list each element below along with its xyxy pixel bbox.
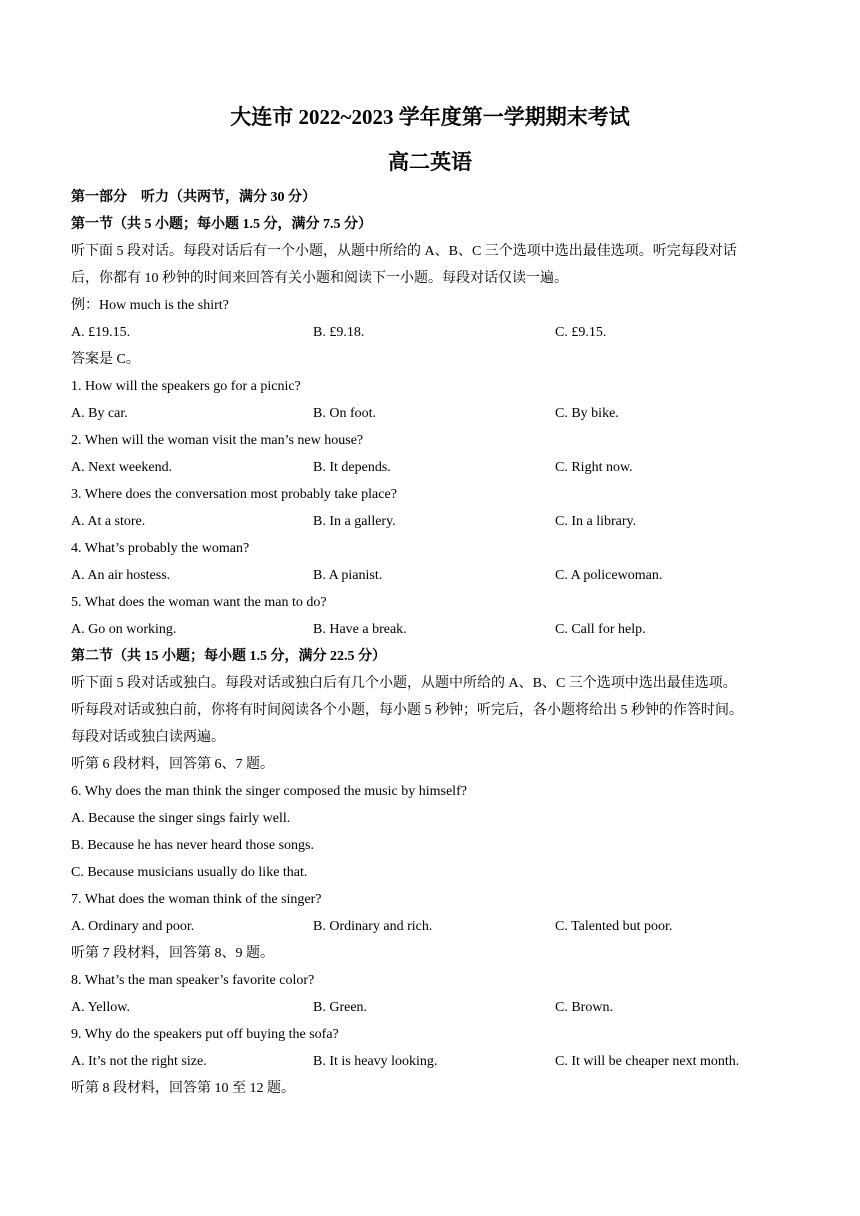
option-b: B. It is heavy looking.: [313, 1054, 438, 1069]
option-b: B. Have a break.: [313, 622, 407, 637]
option-b: B. On foot.: [313, 406, 376, 421]
question-3: 3. Where does the conversation most probably take place?: [71, 487, 397, 502]
part1-heading: 第一部分 听力（共两节，满分 30 分）: [71, 190, 316, 205]
section1-heading: 第一节（共 5 小题；每小题 1.5 分，满分 7.5 分）: [71, 217, 372, 232]
section2-instructions-line1: 听下面 5 段对话或独白。每段对话或独白后有几个小题，从题中所给的 A、B、C 三个选项中选出最佳选项。: [71, 676, 737, 691]
question-3-options: [0, 513, 860, 531]
option-c: C. In a library.: [555, 514, 637, 529]
option-a: A. Ordinary and poor.: [71, 919, 195, 934]
question-5: 5. What does the woman want the man to do?: [71, 595, 327, 610]
option-a: A. Yellow.: [71, 1000, 130, 1015]
question-9: 9. Why do the speakers put off buying the sofa?: [71, 1027, 339, 1042]
question-2: 2. When will the woman visit the man’s new house?: [71, 433, 364, 448]
question-7: 7. What does the woman think of the singer?: [71, 892, 322, 907]
option-b: B. In a gallery.: [313, 514, 396, 529]
question-8-options: [0, 999, 860, 1017]
material-7-note: 听第 7 段材料，回答第 8、9 题。: [71, 946, 274, 961]
example-question: 例：How much is the shirt?: [71, 298, 229, 313]
question-6-option-c: C. Because musicians usually do like that.: [71, 865, 308, 880]
exam-title: 大连市 2022~2023 学年度第一学期期末考试: [230, 105, 630, 129]
section2-instructions-line2: 听每段对话或独白前，你将有时间阅读各个小题，每小题 5 秒钟；听完后，各小题将给出 5 秒钟的作答时间。: [71, 703, 743, 718]
question-6-option-b: B. Because he has never heard those songs.: [71, 838, 314, 853]
exam-subtitle: 高二英语: [388, 150, 472, 174]
option-a: A. £19.15.: [71, 325, 131, 340]
question-8: 8. What’s the man speaker’s favorite color?: [71, 973, 315, 988]
option-c: C. Right now.: [555, 460, 633, 475]
option-c: C. Brown.: [555, 1000, 613, 1015]
option-b: B. £9.18.: [313, 325, 365, 340]
question-1-options: [0, 405, 860, 423]
question-9-options: [0, 1053, 860, 1071]
option-a: A. An air hostess.: [71, 568, 171, 583]
option-a: A. Go on working.: [71, 622, 177, 637]
option-c: C. Call for help.: [555, 622, 646, 637]
option-a: A. By car.: [71, 406, 128, 421]
section1-instructions-line1: 听下面 5 段对话。每段对话后有一个小题，从题中所给的 A、B、C 三个选项中选出最佳选项。听完每段对话: [71, 244, 737, 259]
option-c: C. £9.15.: [555, 325, 607, 340]
option-a: A. It’s not the right size.: [71, 1054, 207, 1069]
section1-instructions-line2: 后，你都有 10 秒钟的时间来回答有关小题和阅读下一小题。每段对话仅读一遍。: [71, 271, 568, 286]
option-c: C. By bike.: [555, 406, 619, 421]
example-answer: 答案是 C。: [71, 352, 140, 367]
question-2-options: [0, 459, 860, 477]
question-6: 6. Why does the man think the singer composed the music by himself?: [71, 784, 467, 799]
option-a: A. At a store.: [71, 514, 146, 529]
option-b: B. It depends.: [313, 460, 391, 475]
question-6-option-a: A. Because the singer sings fairly well.: [71, 811, 291, 826]
material-8-note: 听第 8 段材料，回答第 10 至 12 题。: [71, 1081, 295, 1096]
material-6-note: 听第 6 段材料，回答第 6、7 题。: [71, 757, 274, 772]
question-4-options: [0, 567, 860, 585]
question-4: 4. What’s probably the woman?: [71, 541, 250, 556]
question-1: 1. How will the speakers go for a picnic?: [71, 379, 301, 394]
example-options: [0, 324, 860, 342]
option-b: B. A pianist.: [313, 568, 383, 583]
option-a: A. Next weekend.: [71, 460, 173, 475]
option-b: B. Green.: [313, 1000, 368, 1015]
option-c: C. A policewoman.: [555, 568, 663, 583]
option-c: C. Talented but poor.: [555, 919, 673, 934]
question-7-options: [0, 918, 860, 936]
question-5-options: [0, 621, 860, 639]
option-c: C. It will be cheaper next month.: [555, 1054, 740, 1069]
section2-instructions-line3: 每段对话或独白读两遍。: [71, 730, 225, 745]
option-b: B. Ordinary and rich.: [313, 919, 433, 934]
section2-heading: 第二节（共 15 小题；每小题 1.5 分，满分 22.5 分）: [71, 649, 386, 664]
